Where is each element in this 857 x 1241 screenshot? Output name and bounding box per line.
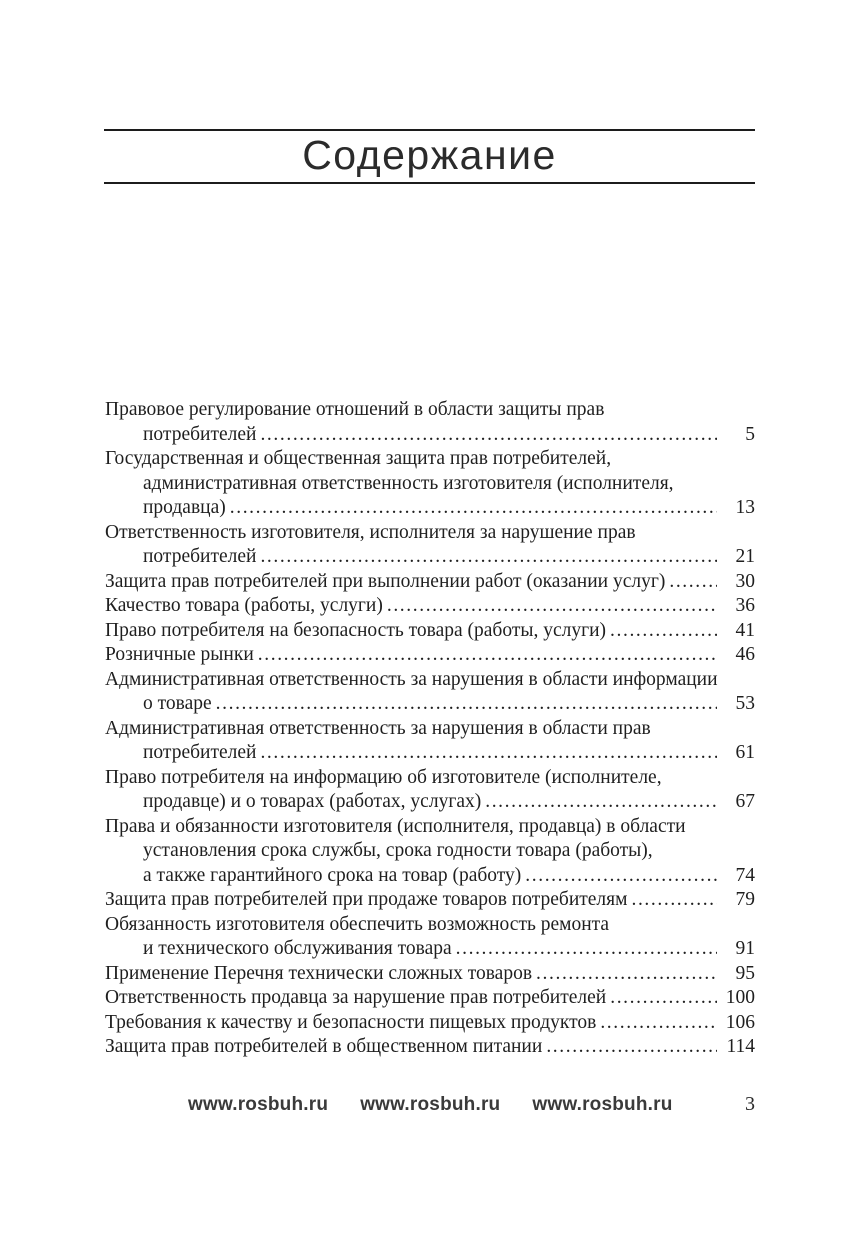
- dot-leader: [387, 594, 717, 619]
- toc-entry-text: Ответственность продавца за нарушение прав потребителей: [105, 987, 607, 1008]
- toc-entry-text: Административная ответственность за нарушения в области прав: [105, 717, 651, 739]
- toc-page-number: 106: [725, 1011, 755, 1033]
- dot-leader: [546, 1035, 717, 1060]
- toc-page-number: 46: [735, 644, 755, 665]
- toc-entry: [105, 594, 755, 619]
- dot-leader: [216, 692, 717, 717]
- toc-entry-text: Право потребителя на информацию об изготовителе (исполнителе,: [105, 766, 662, 788]
- toc-line: [105, 1011, 755, 1036]
- toc-page-number: 67: [735, 791, 755, 812]
- toc-line: [105, 741, 755, 766]
- toc-page-number: 91: [735, 938, 755, 959]
- toc-entry: [105, 447, 755, 521]
- dot-leader: [258, 643, 717, 668]
- toc-page-number: 61: [735, 742, 755, 763]
- toc-entry-text: продавце) и о товарах (работах, услугах): [143, 791, 482, 812]
- toc-entry-text: Права и обязанности изготовителя (исполнителя, продавца) в области: [105, 815, 686, 837]
- toc-entry-text: установления срока службы, срока годности товара (работы),: [143, 840, 653, 861]
- toc-line: [105, 937, 755, 962]
- toc-line: [105, 790, 755, 815]
- toc-line: [105, 913, 755, 938]
- toc-line: [105, 496, 755, 521]
- toc-line: [105, 815, 755, 840]
- toc-entry-text: Право потребителя на безопасность товара (работы, услуги): [105, 619, 607, 641]
- toc-entry: [105, 888, 755, 913]
- toc-line: [105, 594, 755, 619]
- toc-line: [105, 545, 755, 570]
- toc-page-number: 13: [735, 497, 755, 518]
- toc-line: [105, 570, 755, 595]
- toc-line: [105, 888, 755, 913]
- toc-entry: [105, 570, 755, 595]
- dot-leader: [230, 496, 717, 521]
- toc-entry-text: Защита прав потребителей в общественном питании: [105, 1036, 543, 1057]
- toc-line: [105, 717, 755, 742]
- toc-entry-text: Розничные рынки: [105, 644, 254, 665]
- dot-leader: [260, 545, 717, 570]
- toc-entry: [105, 913, 755, 962]
- toc-entry: [105, 815, 755, 889]
- toc-page-number: 36: [735, 595, 755, 616]
- toc-line: [105, 643, 755, 668]
- toc-line: [105, 398, 755, 423]
- toc-entry-text: о товаре: [143, 693, 212, 714]
- toc-entry: [105, 398, 755, 447]
- toc-page-number: 114: [726, 1036, 755, 1057]
- toc-page-number: 100: [725, 987, 755, 1008]
- toc-entry: [105, 766, 755, 815]
- toc-entry-text: и технического обслуживания товара: [143, 938, 452, 959]
- toc-entry-text: Применение Перечня технически сложных товаров: [105, 962, 533, 984]
- toc-line: [105, 1035, 755, 1060]
- dot-leader: [631, 888, 717, 913]
- toc-line: [105, 423, 755, 448]
- dot-leader: [525, 864, 717, 889]
- toc-line: [105, 766, 755, 791]
- toc-line: [105, 986, 755, 1011]
- toc-page-number: 21: [735, 546, 755, 567]
- toc-page-number: 53: [735, 693, 755, 714]
- page-title: Содержание: [302, 131, 557, 178]
- toc-page-number: 79: [735, 889, 755, 910]
- toc-entry-text: Обязанность изготовителя обеспечить возможность ремонта: [105, 913, 610, 935]
- dot-leader: [260, 423, 717, 448]
- footer-url: www.rosbuh.ru: [532, 1094, 673, 1115]
- toc-line: [105, 668, 755, 693]
- toc-line: [105, 472, 755, 497]
- dot-leader: [456, 937, 717, 962]
- toc-page-number: 5: [745, 423, 755, 445]
- dot-leader: [669, 570, 717, 595]
- toc-line: [105, 447, 755, 472]
- toc-page-number: 95: [735, 962, 755, 984]
- toc-entry-text: Государственная и общественная защита прав потребителей,: [105, 448, 612, 469]
- toc-line: [105, 619, 755, 644]
- folio-page-number: 3: [745, 1093, 755, 1115]
- toc-entry-text: продавца): [143, 497, 226, 518]
- toc-entry: [105, 619, 755, 644]
- toc-entry: [105, 1011, 755, 1036]
- footer-url: www.rosbuh.ru: [188, 1094, 329, 1115]
- toc-entry-text: Качество товара (работы, услуги): [105, 595, 383, 616]
- toc-entry: [105, 668, 755, 717]
- toc-entry-text: Защита прав потребителей при выполнении работ (оказании услуг): [105, 570, 666, 592]
- dot-leader: [485, 790, 717, 815]
- page-footer: [105, 1093, 755, 1116]
- toc-entry: [105, 1035, 755, 1060]
- toc-page-number: 74: [735, 864, 755, 886]
- toc-entry-text: потребителей: [143, 742, 257, 763]
- toc-entry: [105, 962, 755, 987]
- toc-entry-text: а также гарантийного срока на товар (работу): [143, 864, 522, 886]
- toc-line: [105, 839, 755, 864]
- toc-page-number: 41: [735, 619, 755, 641]
- toc-page-number: 30: [735, 570, 755, 592]
- dot-leader: [610, 986, 717, 1011]
- toc-line: [105, 962, 755, 987]
- toc-line: [105, 521, 755, 546]
- dot-leader: [600, 1011, 717, 1036]
- toc-entry: [105, 717, 755, 766]
- toc-line: [105, 864, 755, 889]
- contents-title-block: [104, 129, 755, 184]
- toc-entry-text: административная ответственность изготовителя (исполнителя,: [143, 472, 674, 494]
- dot-leader: [260, 741, 717, 766]
- dot-leader: [610, 619, 717, 644]
- toc-entry: [105, 986, 755, 1011]
- toc-list: [105, 398, 755, 1060]
- toc-entry-text: Защита прав потребителей при продаже товаров потребителям: [105, 889, 628, 910]
- toc-line: [105, 692, 755, 717]
- toc-entry-text: потребителей: [143, 423, 257, 445]
- toc-entry-text: Ответственность изготовителя, исполнителя за нарушение прав: [105, 521, 636, 543]
- footer-url-group: [188, 1094, 673, 1116]
- toc-entry-text: Требования к качеству и безопасности пищевых продуктов: [105, 1011, 597, 1033]
- dot-leader: [536, 962, 717, 987]
- toc-entry: [105, 643, 755, 668]
- toc-entry-text: Правовое регулирование отношений в области защиты прав: [105, 399, 605, 420]
- toc-entry-text: Административная ответственность за нарушения в области информации: [105, 668, 718, 690]
- footer-url: www.rosbuh.ru: [360, 1094, 501, 1115]
- toc-entry: [105, 521, 755, 570]
- toc-entry-text: потребителей: [143, 546, 257, 567]
